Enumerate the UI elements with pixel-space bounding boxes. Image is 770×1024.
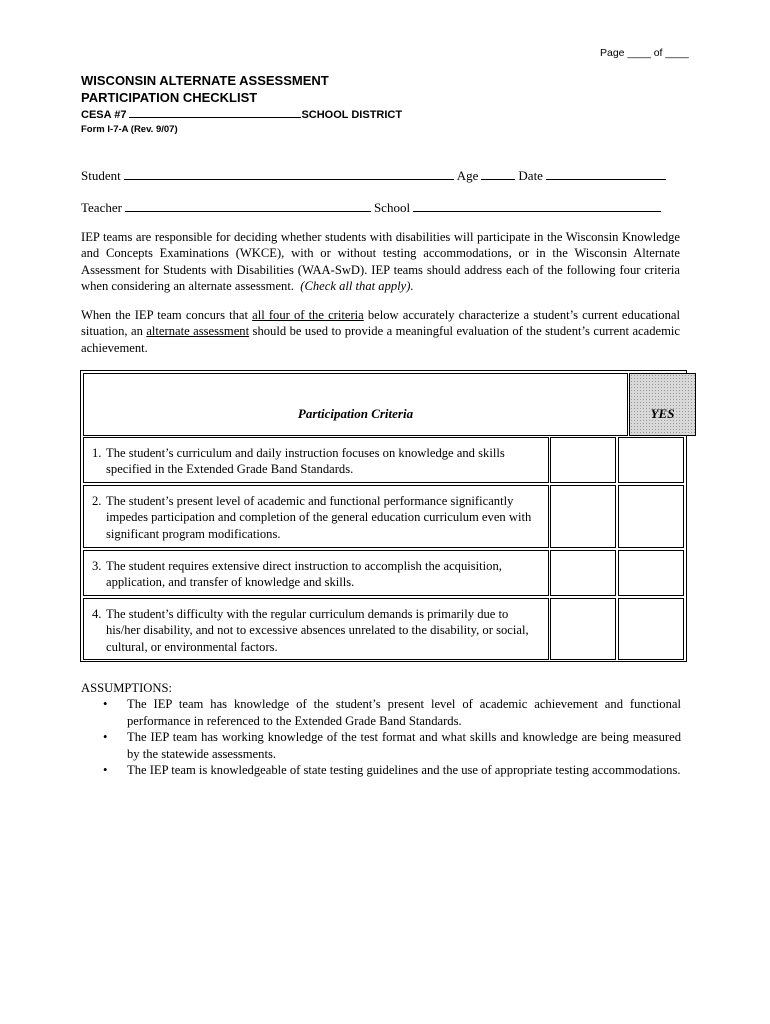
concurrence-paragraph (81, 307, 680, 356)
check-all-instruction: (Check all that apply). (300, 279, 414, 294)
form-title-line1: WISCONSIN ALTERNATE ASSESSMENT (81, 73, 329, 88)
criteria-text-first: The student’s difficulty with the regular curriculum demands is primarily due to (106, 607, 509, 621)
date-label: Date (518, 168, 543, 183)
criteria-text-first: The student’s curriculum and daily instruction focuses on knowledge and skills (106, 446, 505, 460)
assumption-item (81, 729, 681, 762)
date-field[interactable] (546, 167, 666, 180)
criteria-header-cell (83, 373, 628, 436)
alternate-assessment-emphasis: alternate assessment (146, 324, 250, 339)
assumption-text: The IEP team has knowledge of the student’s present level of academic achievement and functional performance in referenced to the Extended Grade Band Standards. (127, 697, 681, 728)
yes-header-cell (629, 373, 696, 436)
no-checkbox-row-3[interactable] (618, 550, 684, 596)
yes-checkbox-row-4[interactable] (550, 598, 616, 660)
teacher-label: Teacher (81, 200, 122, 215)
age-label: Age (456, 168, 479, 183)
criteria-number: 3. (92, 559, 102, 573)
no-checkbox-row-4[interactable] (618, 598, 684, 660)
assumptions-heading: ASSUMPTIONS: (81, 681, 172, 695)
age-field[interactable] (481, 167, 515, 180)
bullet-icon: • (103, 697, 108, 712)
district-name-field[interactable] (129, 107, 301, 118)
assumption-item (81, 762, 681, 778)
page-number: Page ____ of ____ (600, 47, 689, 59)
criteria-number: 4. (92, 607, 102, 621)
yes-checkbox-row-1[interactable] (550, 437, 616, 483)
assumption-text: The IEP team has working knowledge of the test format and what skills and knowledge are being measured by the statewide assessments. (127, 730, 681, 761)
concurrence-text-a: When the IEP team concurs that (81, 308, 249, 322)
assumption-item (81, 696, 681, 729)
assumption-text: The IEP team is knowledgeable of state testing guidelines and the use of appropriate testing accommodations. (127, 763, 681, 778)
intro-text: IEP teams are responsible for deciding whether students with disabilities will participate in the Wisconsin Knowledge and Concepts Examinations (WKCE), with or without testing accommodations, or in the Wisconsin Alternate Assessment for Students with Disabilities (WAA-SwD). IEP teams should address each of the following four criteria when considering an alternate assessment. (81, 230, 680, 294)
criteria-row-1 (83, 437, 549, 483)
student-label: Student (81, 168, 121, 183)
no-checkbox-row-2[interactable] (618, 485, 684, 548)
bullet-icon: • (103, 763, 108, 778)
form-header (81, 72, 402, 136)
all-four-criteria-emphasis: all four of the criteria (252, 308, 364, 322)
form-number: Form I-7-A (Rev. 9/07) (81, 124, 178, 135)
criteria-text-rest: his/her disability, and not to excessive absences unrelated to the disability, or social, cultural, or environmental factors. (106, 623, 529, 654)
intro-paragraph (81, 229, 680, 295)
bullet-icon: • (103, 730, 108, 745)
criteria-number: 2. (92, 494, 102, 508)
criteria-text-rest: impedes participation and completion of the general education curriculum even with significant program modifications. (106, 510, 532, 541)
criteria-text-rest: specified in the Extended Grade Band Standards. (106, 462, 354, 477)
concurrence-text-b: below accurately characterize a student’s current educational situation, an (81, 308, 680, 339)
criteria-text-rest: application, and transfer of knowledge and skills. (106, 575, 355, 590)
yes-checkbox-row-2[interactable] (550, 485, 616, 548)
assumptions-list (81, 696, 681, 778)
school-district-label: SCHOOL DISTRICT (301, 109, 403, 121)
cesa-district-line (81, 107, 402, 123)
criteria-header: Participation Criteria (297, 406, 414, 421)
criteria-text-first: The student requires extensive direct instruction to accomplish the acquisition, (106, 559, 502, 573)
concurrence-text-c: should be used to provide a meaningful evaluation of the student’s current academic achievement. (81, 324, 681, 355)
school-label: School (373, 200, 411, 215)
participation-criteria-table (80, 370, 687, 662)
criteria-row-2 (83, 485, 549, 548)
student-name-field[interactable] (124, 167, 454, 180)
form-title-line2: PARTICIPATION CHECKLIST (81, 90, 258, 105)
teacher-name-field[interactable] (125, 199, 371, 212)
assumptions-section (81, 680, 681, 778)
teacher-info-line (81, 199, 664, 216)
yes-checkbox-row-3[interactable] (550, 550, 616, 596)
criteria-row-3 (83, 550, 549, 596)
school-name-field[interactable] (413, 199, 661, 212)
criteria-number: 1. (92, 446, 102, 460)
yes-header: YES (650, 406, 675, 421)
criteria-text-first: The student’s present level of academic and functional performance significantly (106, 494, 514, 508)
student-info-line (81, 167, 669, 184)
no-checkbox-row-1[interactable] (618, 437, 684, 483)
cesa-label: CESA #7 (81, 109, 127, 121)
criteria-row-4 (83, 598, 549, 660)
